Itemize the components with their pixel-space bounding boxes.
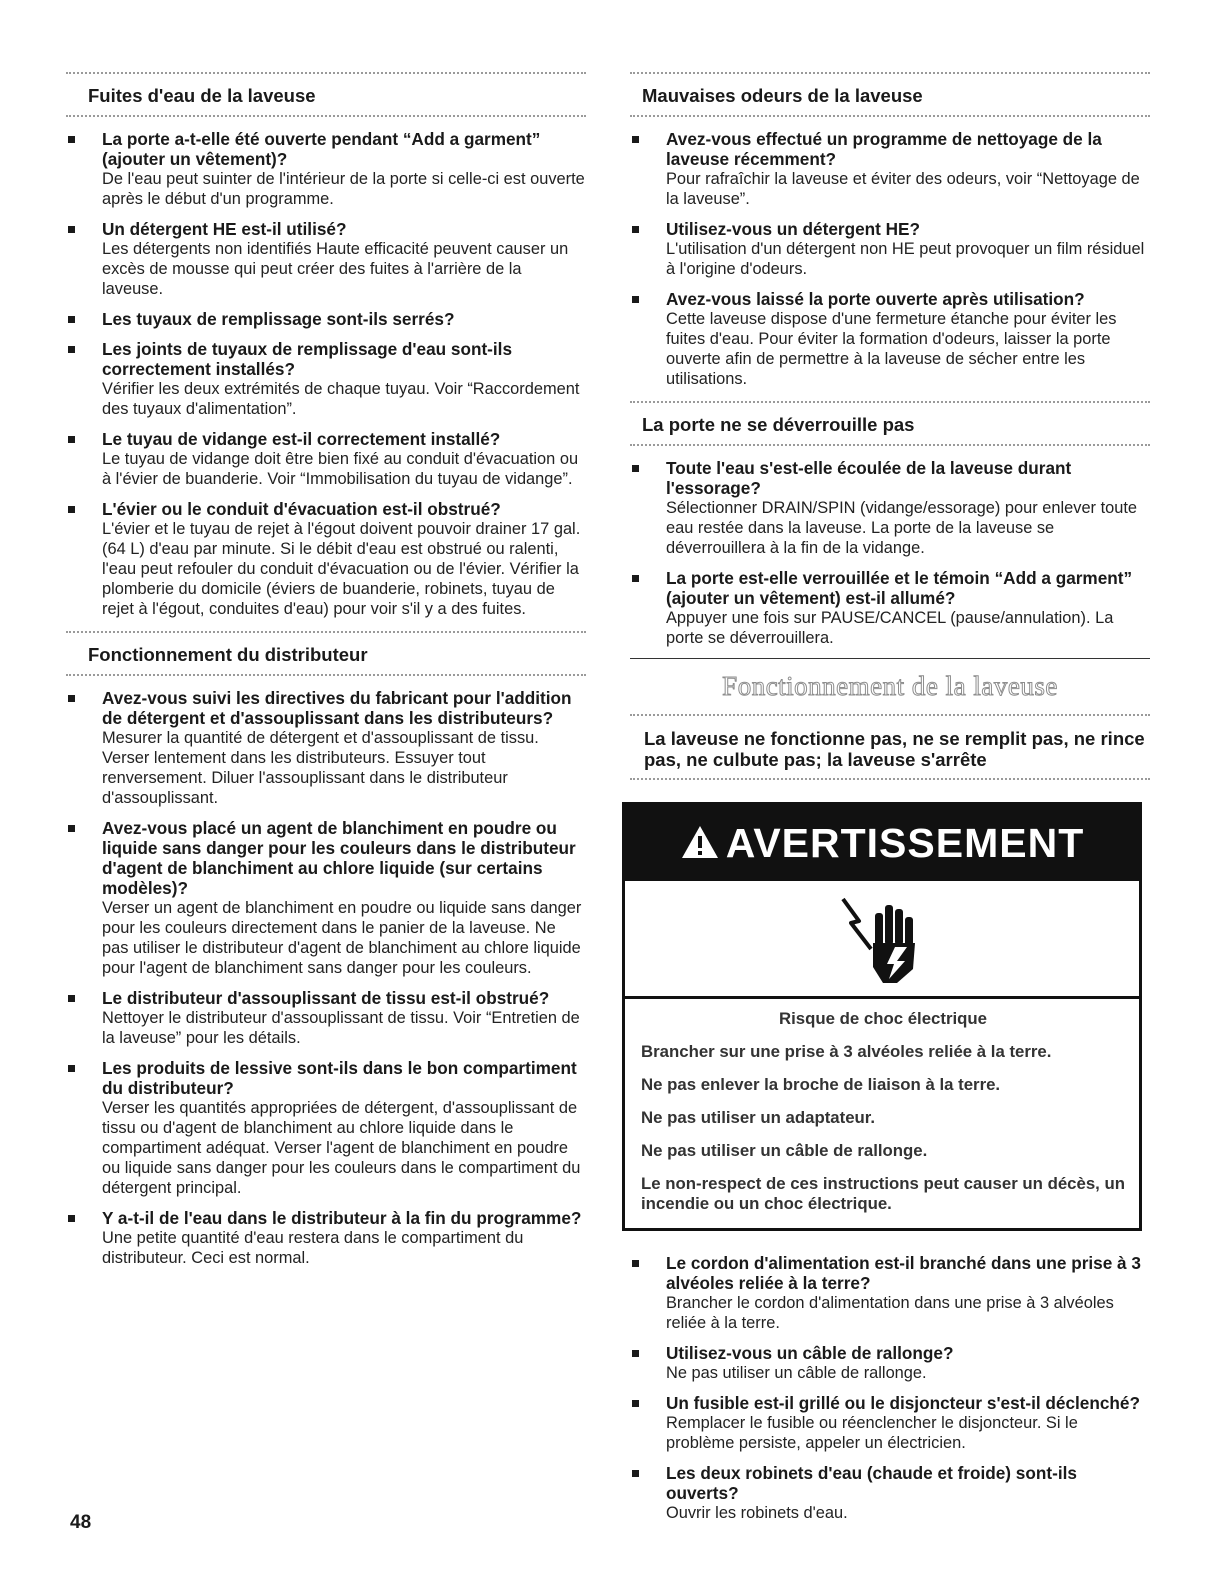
warning-line: Ne pas enlever la broche de liaison à la terre. <box>641 1075 1001 1094</box>
bullet-icon <box>68 695 75 702</box>
faq-answer: L'utilisation d'un détergent non HE peut provoquer un film résiduel à l'origine d'odeurs. <box>666 240 1145 278</box>
bullet-icon <box>632 1400 639 1407</box>
bullet-icon <box>632 296 639 303</box>
bullet-icon <box>632 465 639 472</box>
faq-question: Avez-vous laissé la porte ouverte après utilisation? <box>666 289 1085 309</box>
bullet-icon <box>632 1470 639 1477</box>
faq-item <box>66 1058 586 1198</box>
faq-answer: Pour rafraîchir la laveuse et éviter des odeurs, voir “Nettoyage de la laveuse”. <box>666 170 1140 208</box>
bullet-icon <box>68 436 75 443</box>
faq-item <box>66 988 586 1048</box>
faq-item <box>630 1463 1150 1523</box>
faq-answer: L'évier et le tuyau de rejet à l'égout doivent pouvoir drainer 17 gal. (64 L) d'eau par minute. Si le débit d'eau est obstrué ou ralenti, l'eau peut refouler du conduit d'évacuation ou de l'évier. Vérifier la plomberie du domicile (éviers de buanderie, robinets, tuyau de rejet à l'égout, conduites d'eau) pour voir s'il y a des fuites. <box>102 520 581 618</box>
warning-icon-area <box>625 881 1139 999</box>
faq-question: Le tuyau de vidange est-il correctement installé? <box>102 429 501 449</box>
warning-line: Ne pas utiliser un câble de rallonge. <box>641 1141 928 1160</box>
faq-item <box>66 129 586 209</box>
faq-question: Les tuyaux de remplissage sont-ils serrés? <box>102 309 455 329</box>
section-heading-door: La porte ne se déverrouille pas <box>630 401 1150 446</box>
electric-shock-hand-icon <box>837 891 927 987</box>
faq-answer: Ouvrir les robinets d'eau. <box>666 1504 848 1522</box>
faq-question: Toute l'eau s'est-elle écoulée de la laveuse durant l'essorage? <box>666 458 1072 498</box>
warning-title: AVERTISSEMENT <box>725 820 1085 866</box>
faq-item <box>630 1343 1150 1383</box>
bullet-icon <box>68 136 75 143</box>
faq-answer: Vérifier les deux extrémités de chaque tuyau. Voir “Raccordement des tuyaux d'alimentation”. <box>102 380 580 418</box>
faq-item <box>66 309 586 329</box>
faq-question: Utilisez-vous un câble de rallonge? <box>666 1343 954 1363</box>
bullet-icon <box>632 1260 639 1267</box>
section-heading-dispenser: Fonctionnement du distributeur <box>66 631 586 676</box>
faq-question: Utilisez-vous un détergent HE? <box>666 219 921 239</box>
bullet-icon <box>632 136 639 143</box>
faq-item <box>66 1208 586 1268</box>
faq-item <box>66 339 586 419</box>
faq-answer: Verser les quantités appropriées de détergent, d'assouplissant de tissu ou d'agent de blanchiment au chlore liquide dans le compartiment adéquat. Verser l'agent de blanchiment en poudre ou liquide sans danger pour les couleurs dans le compartiment du détergent principal. <box>102 1099 581 1197</box>
faq-question: Les produits de lessive sont-ils dans le bon compartiment du distributeur? <box>102 1058 577 1098</box>
faq-item <box>66 219 586 299</box>
faq-question: Un détergent HE est-il utilisé? <box>102 219 347 239</box>
page-number: 48 <box>70 1512 92 1533</box>
faq-answer: Appuyer une fois sur PAUSE/CANCEL (pause/annulation). La porte se déverrouillera. <box>666 609 1114 647</box>
faq-item <box>630 129 1150 209</box>
faq-answer: De l'eau peut suinter de l'intérieur de la porte si celle-ci est ouverte après le début d'un programme. <box>102 170 585 208</box>
faq-question: Avez-vous effectué un programme de nettoyage de la laveuse récemment? <box>666 129 1102 169</box>
section-heading-odors: Mauvaises odeurs de la laveuse <box>630 72 1150 117</box>
bullet-icon <box>68 316 75 323</box>
faq-answer: Sélectionner DRAIN/SPIN (vidange/essorage) pour enlever toute eau restée dans la laveuse. La porte de la laveuse se déverrouillera à la fin de la vidange. <box>666 499 1138 557</box>
right-column <box>630 72 1150 1533</box>
warning-box <box>622 802 1142 1231</box>
bullet-icon <box>68 995 75 1002</box>
warning-text <box>625 999 1139 1228</box>
left-column <box>66 72 586 1278</box>
faq-answer: Brancher le cordon d'alimentation dans une prise à 3 alvéoles reliée à la terre. <box>666 1294 1114 1332</box>
faq-answer: Une petite quantité d'eau restera dans le compartiment du distributeur. Ceci est normal. <box>102 1229 524 1267</box>
faq-answer: Nettoyer le distributeur d'assouplissant de tissu. Voir “Entretien de la laveuse” pour les détails. <box>102 1009 580 1047</box>
faq-item <box>66 429 586 489</box>
bullet-icon <box>68 506 75 513</box>
faq-question: Les joints de tuyaux de remplissage d'eau sont-ils correctement installés? <box>102 339 513 379</box>
warning-triangle-icon <box>680 824 720 860</box>
faq-question: Avez-vous placé un agent de blanchiment en poudre ou liquide sans danger pour les couleurs dans le distributeur d'agent de blanchiment au chlore liquide (sur certains modèles)? <box>102 818 576 898</box>
faq-item <box>630 568 1150 648</box>
faq-question: L'évier ou le conduit d'évacuation est-il obstrué? <box>102 499 501 519</box>
bullet-icon <box>68 346 75 353</box>
chapter-title: Fonctionnement de la laveuse <box>630 658 1150 714</box>
faq-item <box>66 818 586 978</box>
faq-answer: Le tuyau de vidange doit être bien fixé au conduit d'évacuation ou à l'évier de buanderie. Voir “Immobilisation du tuyau de vidange”. <box>102 450 579 488</box>
bullet-icon <box>68 226 75 233</box>
bullet-icon <box>632 226 639 233</box>
faq-item <box>630 458 1150 558</box>
faq-question: Avez-vous suivi les directives du fabricant pour l'addition de détergent et d'assouplissant dans les distributeurs? <box>102 688 572 728</box>
faq-item <box>630 219 1150 279</box>
bullet-icon <box>68 1065 75 1072</box>
bullet-icon <box>68 825 75 832</box>
faq-question: La porte a-t-elle été ouverte pendant “Add a garment” (ajouter un vêtement)? <box>102 129 541 169</box>
faq-item <box>630 1253 1150 1333</box>
bullet-icon <box>68 1215 75 1222</box>
faq-answer: Verser un agent de blanchiment en poudre ou liquide sans danger pour les couleurs directement dans le panier de la laveuse. Ne pas utiliser le distributeur d'agent de blanchiment au chlore liquide pour l'agent de blanchiment sans danger pour les couleurs. <box>102 899 582 977</box>
bullet-icon <box>632 575 639 582</box>
faq-item <box>630 289 1150 389</box>
faq-answer: Ne pas utiliser un câble de rallonge. <box>666 1364 927 1382</box>
faq-question: La porte est-elle verrouillée et le témoin “Add a garment” (ajouter un vêtement) est-il allumé? <box>666 568 1133 608</box>
warning-line: Ne pas utiliser un adaptateur. <box>641 1108 876 1127</box>
faq-question: Le distributeur d'assouplissant de tissu est-il obstrué? <box>102 988 550 1008</box>
bullet-icon <box>632 1350 639 1357</box>
warning-header <box>625 805 1139 881</box>
warning-line: Brancher sur une prise à 3 alvéoles reliée à la terre. <box>641 1042 1052 1061</box>
faq-answer: Mesurer la quantité de détergent et d'assouplissant de tissu. Verser lentement dans les distributeurs. Essuyer tout renversement. Diluer l'assouplissant dans le distributeur d'assouplissant. <box>102 729 539 807</box>
section-heading-not-running: La laveuse ne fonctionne pas, ne se remplit pas, ne rince pas, ne culbute pas; la laveuse s'arrête <box>630 716 1150 780</box>
faq-question: Les deux robinets d'eau (chaude et froide) sont-ils ouverts? <box>666 1463 1077 1503</box>
faq-answer: Les détergents non identifiés Haute efficacité peuvent causer un excès de mousse qui peut créer des fuites à l'arrière de la laveuse. <box>102 240 569 298</box>
warning-risk: Risque de choc électrique <box>779 1009 987 1028</box>
section-heading-leaks: Fuites d'eau de la laveuse <box>66 72 586 117</box>
faq-item <box>66 499 586 619</box>
faq-item <box>66 688 586 808</box>
faq-question: Un fusible est-il grillé ou le disjoncteur s'est-il déclenché? <box>666 1393 1140 1413</box>
faq-question: Y a-t-il de l'eau dans le distributeur à la fin du programme? <box>102 1208 582 1228</box>
faq-question: Le cordon d'alimentation est-il branché dans une prise à 3 alvéoles reliée à la terre? <box>666 1253 1141 1293</box>
faq-answer: Cette laveuse dispose d'une fermeture étanche pour éviter les fuites d'eau. Pour éviter la formation d'odeurs, laisser la porte ouverte afin de permettre à la laveuse de sécher entre les utilisations. <box>666 310 1117 388</box>
faq-item <box>630 1393 1150 1453</box>
faq-answer: Remplacer le fusible ou réenclencher le disjoncteur. Si le problème persiste, appeler un électricien. <box>666 1414 1078 1452</box>
warning-line: Le non-respect de ces instructions peut causer un décès, un incendie ou un choc électrique. <box>641 1174 1125 1213</box>
